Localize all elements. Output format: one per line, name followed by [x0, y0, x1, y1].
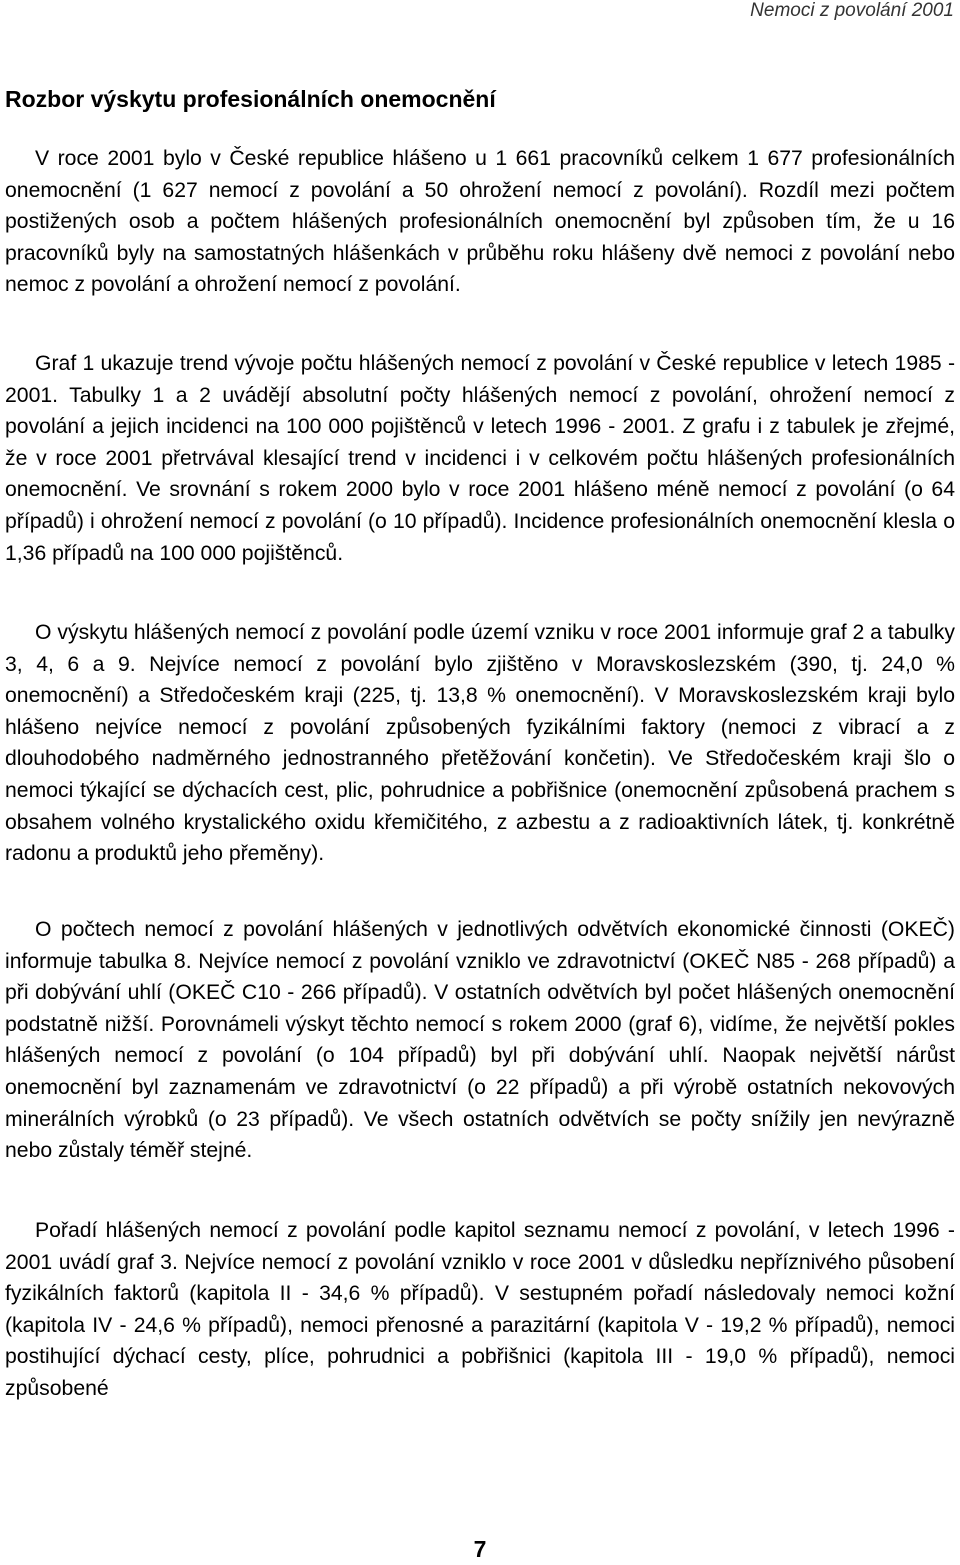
paragraph-2-text: Graf 1 ukazuje trend vývoje počtu hlášených nemocí z povolání v České republice v letech 1985 - 2001. Tabulky 1 a 2 uvádějí absolutní počty hlášených nemocí z povolání, ohrožení nemocí z povolání a jejich incidenci na 100 000 pojištěnců v letech 1996 - 2001. Z grafu i z tabulek je zřejmé, že v roce 2001 přetrvával klesající trend v incidenci i v celkovém počtu hlášených profesionálních onemocnění. Ve srovnání s rokem 2000 bylo v roce 2001 hlášeno méně nemocí z povolání (o 64 případů) i ohrožení nemocí z povolání (o 10 případů). Incidence profesionálních onemocnění klesla o 1,36 případů na 100 000 pojištěnců. [5, 352, 955, 565]
running-header: Nemoci z povolání 2001 [750, 0, 954, 21]
section-heading: Rozbor výskytu profesionálních onemocnění [5, 86, 496, 112]
paragraph-1 [5, 143, 955, 301]
paragraph-1-text: V roce 2001 bylo v České republice hlášeno u 1 661 pracovníků celkem 1 677 profesionálních onemocnění (1 627 nemocí z povolání a 50 ohrožení nemocí z povolání). Rozdíl mezi počtem postižených osob a počtem hlášených profesionálních onemocnění byl způsoben tím, že u 16 pracovníků byly na samostatných hlášenkách v průběhu roku hlášeny dvě nemoci z povolání nebo nemoc z povolání a ohrožení nemocí z povolání. [5, 147, 955, 297]
paragraph-4-text: O počtech nemocí z povolání hlášených v jednotlivých odvětvích ekonomické činnosti (OKEČ) informuje tabulka 8. Nejvíce nemocí z povolání vzniklo ve zdravotnictví (OKEČ N85 - 268 případů) a při dobývání uhlí (OKEČ C10 - 266 případů). V ostatních odvětvích byl počet hlášených onemocnění podstatně nižší. Porovnámeli výskyt těchto nemocí s rokem 2000 (graf 6), vidíme, že největší pokles hlášených nemocí z povolání (o 104 případů) byl při dobývání uhlí. Naopak největší nárůst onemocnění byl zaznamenám ve zdravotnictví (o 22 případů) a při výrobě ostatních nekovových minerálních výrobků (o 23 případů). Ve všech ostatních odvětvích se počty snížily jen nevýrazně nebo zůstaly téměř stejné. [5, 918, 955, 1163]
page-number: 7 [473, 1536, 487, 1562]
paragraph-5-text: Pořadí hlášených nemocí z povolání podle kapitol seznamu nemocí z povolání, v letech 1996 - 2001 uvádí graf 3. Nejvíce nemocí z povolání vzniklo v roce 2001 v důsledku nepříznivého působení fyzikálních faktorů (kapitola II - 34,6 % případů). V sestupném pořadí následovaly nemoci kožní (kapitola IV - 24,6 % případů), nemoci přenosné a parazitární (kapitola V - 19,2 % případů), nemoci postihující dýchací cesty, plíce, pohrudnici a pobřišnici (kapitola III - 19,0 % případů), nemoci způsobené [5, 1219, 955, 1400]
paragraph-4 [5, 914, 955, 1167]
paragraph-2 [5, 348, 955, 569]
paragraph-5 [5, 1215, 955, 1405]
paragraph-3 [5, 617, 955, 870]
paragraph-3-text: O výskytu hlášených nemocí z povolání podle území vzniku v roce 2001 informuje graf 2 a tabulky 3, 4, 6 a 9. Nejvíce nemocí z povolání bylo zjištěno v Moravskoslezském (390, tj. 24,0 % onemocnění) a Středočeském kraji (225, tj. 13,8 % onemocnění). V Moravskoslezském kraji bylo hlášeno nejvíce nemocí z povolání způsobených fyzikálními faktory (nemoci z vibrací a z dlouhodobého nadměrného jednostranného přetěžování končetin). Ve Středočeském kraji šlo o nemoci týkající se dýchacích cest, plic, pohrudnice a pobřišnice (onemocnění způsobená prachem s obsahem volného krystalického oxidu křemičitého, z azbestu a z radioaktivních látek, tj. konkrétně radonu a produktů jeho přeměny). [5, 621, 955, 866]
